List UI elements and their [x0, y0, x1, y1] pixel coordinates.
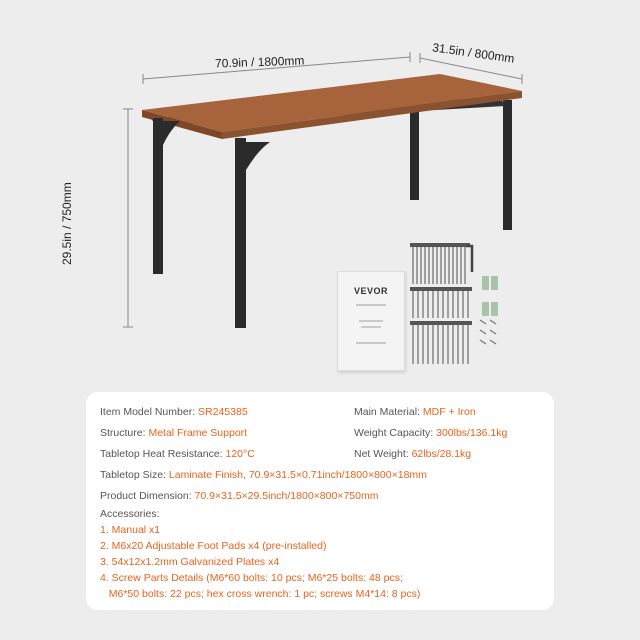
accessories-heading: Accessories: — [100, 508, 160, 520]
galvanized-plates — [482, 276, 498, 316]
spec-structure: Structure: Metal Frame Support — [100, 427, 248, 439]
bolt-set — [413, 246, 468, 364]
width-dimension-label: 31.5in / 800mm — [431, 40, 516, 66]
spec-tabletop-size: Tabletop Size: Laminate Finish, 70.9×31.5×0.71inch/1800×800×18mm — [100, 469, 427, 481]
spec-net-weight: Net Weight: 62lbs/28.1kg — [354, 448, 472, 460]
length-dimension-label: 70.9in / 1800mm — [214, 53, 305, 71]
accessory-item: 1. Manual x1 — [100, 524, 161, 536]
accessory-item: 4. Screw Parts Details (M6*60 bolts: 10 pcs; M6*25 bolts: 48 pcs; — [100, 572, 403, 584]
manual-brand-logo: VEVOR — [353, 286, 388, 296]
front-right-leg — [235, 138, 246, 328]
accessory-item: 3. 54x12x1.2mm Galvanized Plates x4 — [100, 556, 280, 568]
bolt-heads — [410, 243, 470, 247]
spec-main-material: Main Material: MDF + Iron — [354, 406, 476, 418]
spec-item-model: Item Model Number: SR245385 — [100, 406, 248, 418]
spec-weight-capacity: Weight Capacity: 300lbs/136.1kg — [354, 427, 508, 439]
specifications-panel — [86, 392, 554, 610]
spec-product-dimension: Product Dimension: 70.9×31.5×29.5inch/1800×800×750mm — [100, 490, 379, 502]
spec-heat-resistance: Tabletop Heat Resistance: 120°C — [100, 448, 255, 460]
back-far-leg — [503, 100, 512, 230]
manual — [337, 271, 405, 371]
height-dimension-label: 29.5in / 750mm — [60, 182, 74, 265]
accessory-item: M6*50 bolts: 22 pcs; hex cross wrench: 1 pc; screws M4*14: 8 pcs) — [100, 588, 421, 600]
hex-wrench — [466, 246, 472, 272]
corner-bracket — [246, 142, 270, 170]
small-screws — [480, 320, 496, 344]
front-left-leg — [153, 118, 163, 274]
accessory-item: 2. M6x20 Adjustable Foot Pads x4 (pre-installed) — [100, 540, 327, 552]
back-right-leg — [410, 112, 419, 200]
